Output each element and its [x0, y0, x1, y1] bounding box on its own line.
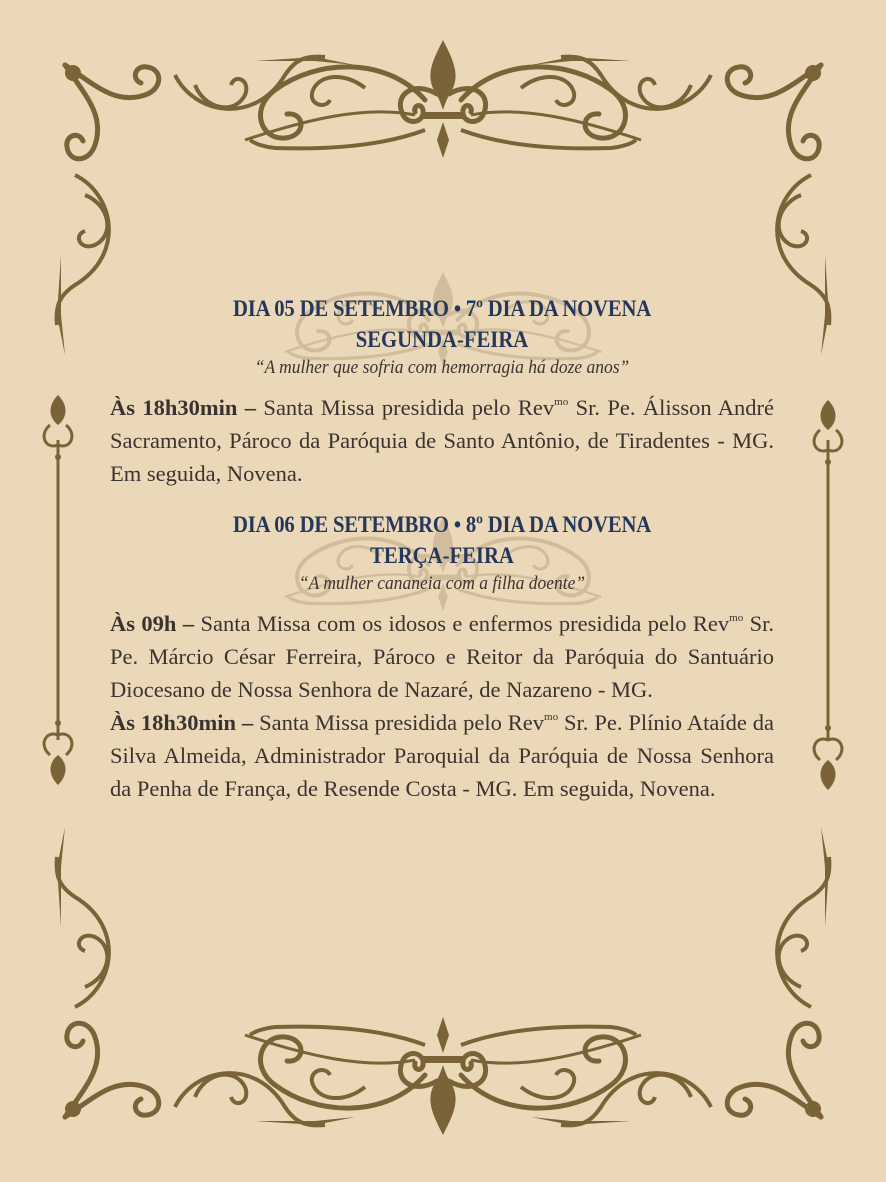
day-title: DIA 05 DE SETEMBRO • 7º DIA DA NOVENA [232, 296, 652, 321]
title-abbrev: mo [554, 396, 569, 408]
schedule-item [110, 706, 774, 805]
verse: “A mulher que sofria com hemorragia há doze anos” [254, 357, 630, 378]
schedule-time: Às 18h30min – [110, 710, 254, 735]
schedule-time: Às 18h30min – [110, 395, 257, 420]
weekday: SEGUNDA-FEIRA [355, 327, 529, 352]
title-abbrev: mo [729, 612, 744, 624]
schedule-item [110, 391, 774, 490]
schedule-text: Santa Missa presidida pelo Rev [253, 710, 545, 735]
schedule-text: Santa Missa com os idosos e enfermos presidida pelo Rev [194, 611, 730, 636]
schedule-text: Sr. Pe. Plínio Ataíde da Silva Almeida, Administrador Paroquial da Paróquia de Nossa Senhora da Penha de França, de Resende Costa - MG. Em seguida, Novena. [110, 710, 774, 801]
schedule-time: Às 09h – [110, 611, 195, 636]
schedule-text: Sr. Pe. Álisson André Sacramento, Pároco da Paróquia de Santo Antônio, de Tiradentes - MG. Em seguida, Novena. [110, 395, 775, 486]
weekday: TERÇA-FEIRA [370, 543, 514, 568]
day-section [110, 508, 774, 805]
schedule-text: Santa Missa presidida pelo Rev [256, 395, 555, 420]
schedule-item [110, 607, 774, 706]
day-title: DIA 06 DE SETEMBRO • 8º DIA DA NOVENA [232, 512, 652, 537]
verse: “A mulher cananeia com a filha doente” [298, 573, 586, 594]
schedule-text: Sr. Pe. Márcio César Ferreira, Pároco e Reitor da Paróquia do Santuário Diocesano de Nossa Senhora de Nazaré, de Nazareno - MG. [110, 611, 774, 702]
novena-schedule [110, 292, 774, 805]
title-abbrev: mo [544, 711, 559, 723]
day-section [110, 292, 774, 490]
